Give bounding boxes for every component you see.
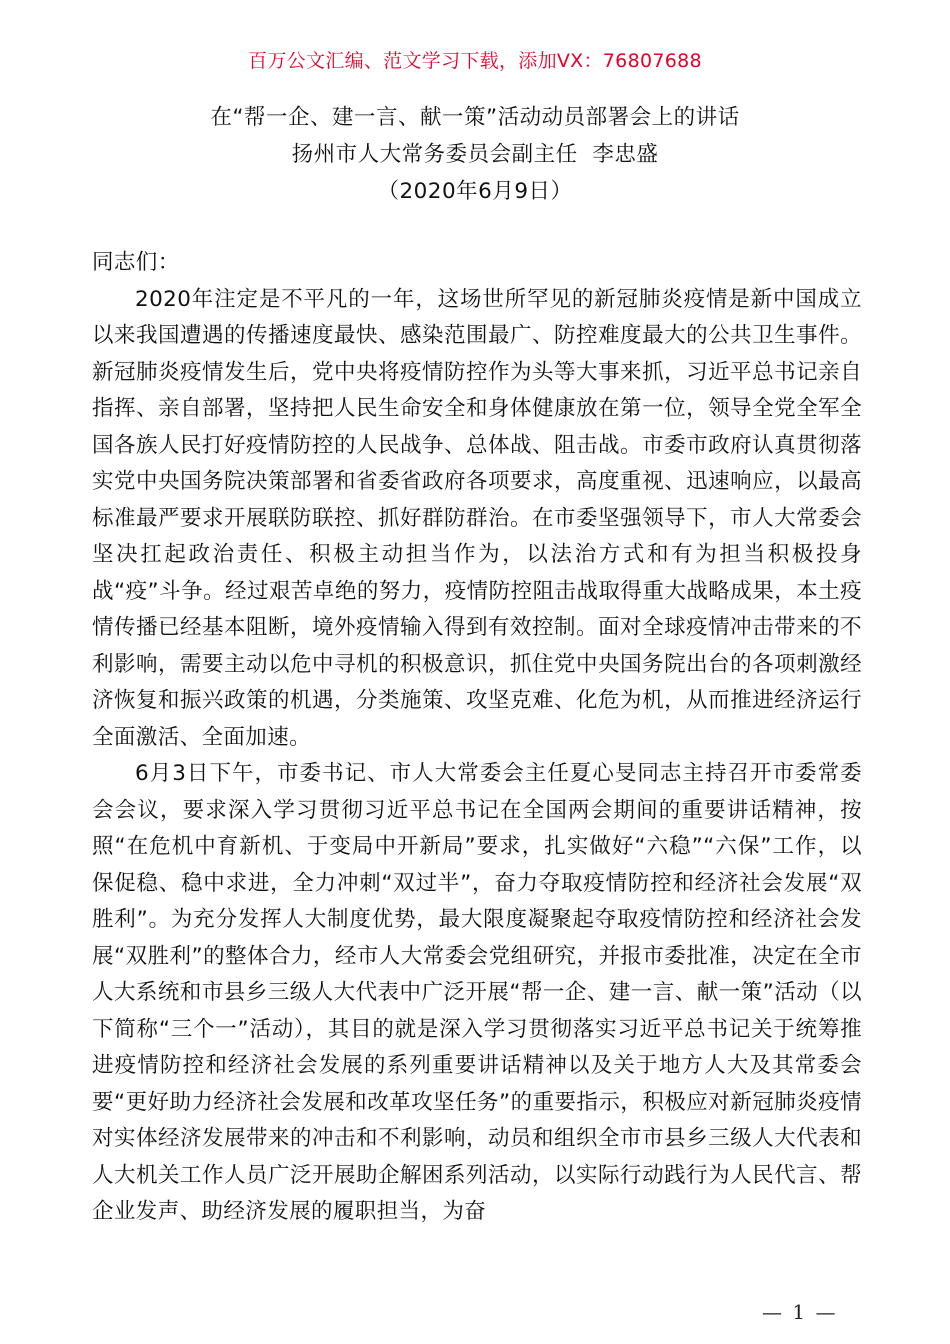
greeting: 同志们： xyxy=(92,250,180,275)
speech-body xyxy=(92,245,862,1231)
promo-banner: 百万公文汇编、范文学习下载，添加VX：76807688 xyxy=(248,50,702,72)
paragraph-2: 6月3日下午，市委书记、市人大常委会主任夏心旻同志主持召开市委常委会会议，要求深入学习贯彻习近平总书记在全国两会期间的重要讲话精神，按照“在危机中育新机、于变局中开新局”要求，扎实做好“六稳”“六保”工作，以保促稳、稳中求进，全力冲刺“双过半”，奋力夺取疫情防控和经济社会发展“双胜利”。为充分发挥人大制度优势，最大限度凝聚起夺取疫情防控和经济社会发展“双胜利”的整体合力，经市人大常委会党组研究，并报市委批准，决定在全市人大系统和市县乡三级人大代表中广泛开展“帮一企、建一言、献一策”活动（以下简称“三个一”活动），其目的就是深入学习贯彻落实习近平总书记关于统筹推进疫情防控和经济社会发展的系列重要讲话精神以及关于地方人大及其常委会要“更好助力经济社会发展和改革攻坚任务”的重要指示，积极应对新冠肺炎疫情对实体经济发展带来的冲击和不利影响，动员和组织全市市县乡三级人大代表和人大机关工作人员广泛开展助企解困系列活动，以实际行动践行为人民代言、帮企业发声、助经济发展的履职担当，为奋 xyxy=(92,761,862,1224)
page-number: — 1 — xyxy=(762,1300,838,1324)
speech-title: 在“帮一企、建一言、献一策”活动动员部署会上的讲话 xyxy=(210,105,740,130)
title-block xyxy=(0,99,950,210)
speech-date: （2020年6月9日） xyxy=(377,179,573,204)
speaker-line: 扬州市人大常务委员会副主任 李忠盛 xyxy=(291,142,659,167)
paragraph-1: 2020年注定是不平凡的一年，这场世所罕见的新冠肺炎疫情是新中国成立以来我国遭遇的传播速度最快、感染范围最广、防控难度最大的公共卫生事件。新冠肺炎疫情发生后，党中央将疫情防控作为头等大事来抓，习近平总书记亲自指挥、亲自部署，坚持把人民生命安全和身体健康放在第一位，领导全党全军全国各族人民打好疫情防控的人民战争、总体战、阻击战。市委市政府认真贯彻落实党中央国务院决策部署和省委省政府各项要求，高度重视、迅速响应，以最高标准最严要求开展联防联控、抓好群防群治。在市委坚强领导下，市人大常委会坚决扛起政治责任、积极主动担当作为，以法治方式和有为担当积极投身战“疫”斗争。经过艰苦卓绝的努力，疫情防控阻击战取得重大战略成果，本土疫情传播已经基本阻断，境外疫情输入得到有效控制。面对全球疫情冲击带来的不利影响，需要主动以危中寻机的积极意识，抓住党中央国务院出台的各项刺激经济恢复和振兴政策的机遇，分类施策、攻坚克难、化危为机，从而推进经济运行全面激活、全面加速。 xyxy=(92,286,862,750)
